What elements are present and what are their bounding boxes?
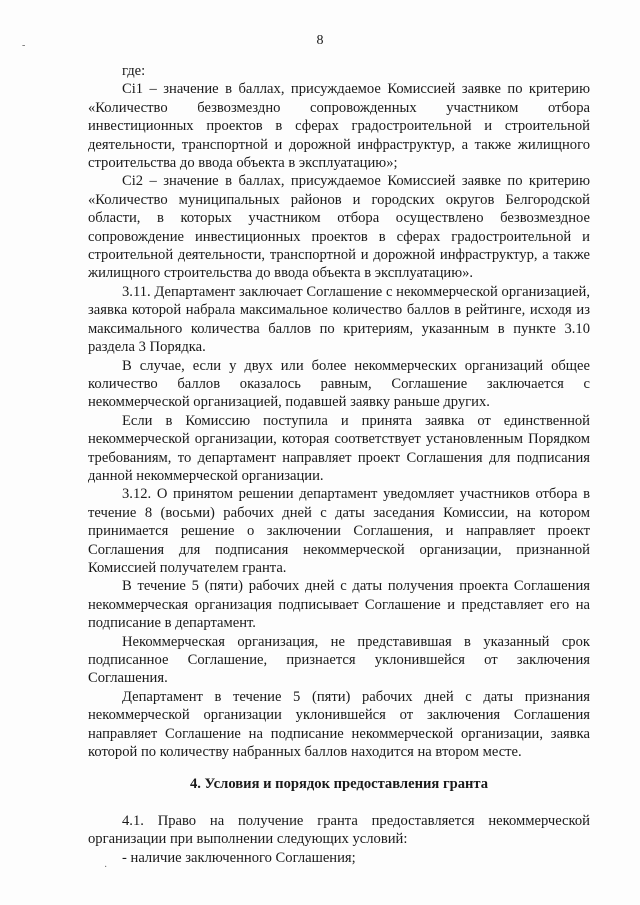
section-heading-4: 4. Условия и порядок предоставления гранта xyxy=(189,776,489,793)
paragraph-ci2: Ci2 – значение в баллах, присуждаемое Комиссией заявке по критерию «Количество муниципальных районов и городских округов Белгородской области, в которых участником отбора осуществлено безвозмездное сопровождение инвестиционных проектов в сферах градостроительной и строительной деятельности, транспортной и дорожной инфраструктур, а также жилищного строительства до ввода объекта в эксплуатацию». xyxy=(88,173,590,282)
paragraph-signing-period: В течение 5 (пяти) рабочих дней с даты получения проекта Соглашения некоммерческая организация подписывает Соглашение и представляет его на подписание в департамент. xyxy=(88,578,590,632)
paragraph-ci1: Ci1 – значение в баллах, присуждаемое Комиссией заявке по критерию «Количество безвозмездно сопровожденных участником отбора инвестиционных проектов в сферах градостроительной и строительной деятельности, транспортной и дорожной инфраструктур, а также жилищного строительства до ввода объекта в эксплуатацию»; xyxy=(88,81,590,172)
scan-speck: · xyxy=(104,862,108,873)
document-body xyxy=(88,62,590,867)
paragraph-single-applicant: Если в Комиссию поступила и принята заявка от единственной некоммерческой организации, которая соответствует установленным Порядком требованиям, то департамент направляет проект Соглашения для подписания данной некоммерческой организации. xyxy=(88,412,590,484)
page-number: 8 xyxy=(316,33,324,48)
paragraph-second-place: Департамент в течение 5 (пяти) рабочих дней с даты признания некоммерческой организации уклонившейся от заключения Соглашения направляет Соглашение на подписание некоммерческой организации, заявка которой по количеству набранных баллов находится на втором месте. xyxy=(88,688,590,761)
paragraph-3-11: 3.11. Департамент заключает Соглашение с некоммерческой организацией, заявка которой набрала максимальное количество баллов в рейтинге, исходя из максимального количества баллов по критериям, указанным в пункте 3.10 раздела 3 Порядка. xyxy=(88,283,590,356)
scan-speck: - xyxy=(22,40,26,51)
paragraph-evasion: Некоммерческая организация, не представившая в указанный срок подписанное Соглашение, признается уклонившейся от заключения Соглашения. xyxy=(88,633,590,687)
paragraph-equal-score: В случае, если у двух или более некоммерческих организаций общее количество баллов оказалось равным, Соглашение заключается с некоммерческой организацией, подавшей заявку раньше других. xyxy=(88,357,590,411)
paragraph-3-12: 3.12. О принятом решении департамент уведомляет участников отбора в течение 8 (восьми) рабочих дней с даты заседания Комиссии, на котором принимается решение о заключении Соглашения, и направляет проект Соглашения для подписания некоммерческой организации, признанной Комиссией получателем гранта. xyxy=(88,486,590,576)
paragraph-where: где: xyxy=(122,63,146,79)
paragraph-4-1: 4.1. Право на получение гранта предоставляется некоммерческой организации при выполнении следующих условий: xyxy=(88,812,590,848)
paragraph-condition-agreement: - наличие заключенного Соглашения; xyxy=(122,849,356,866)
